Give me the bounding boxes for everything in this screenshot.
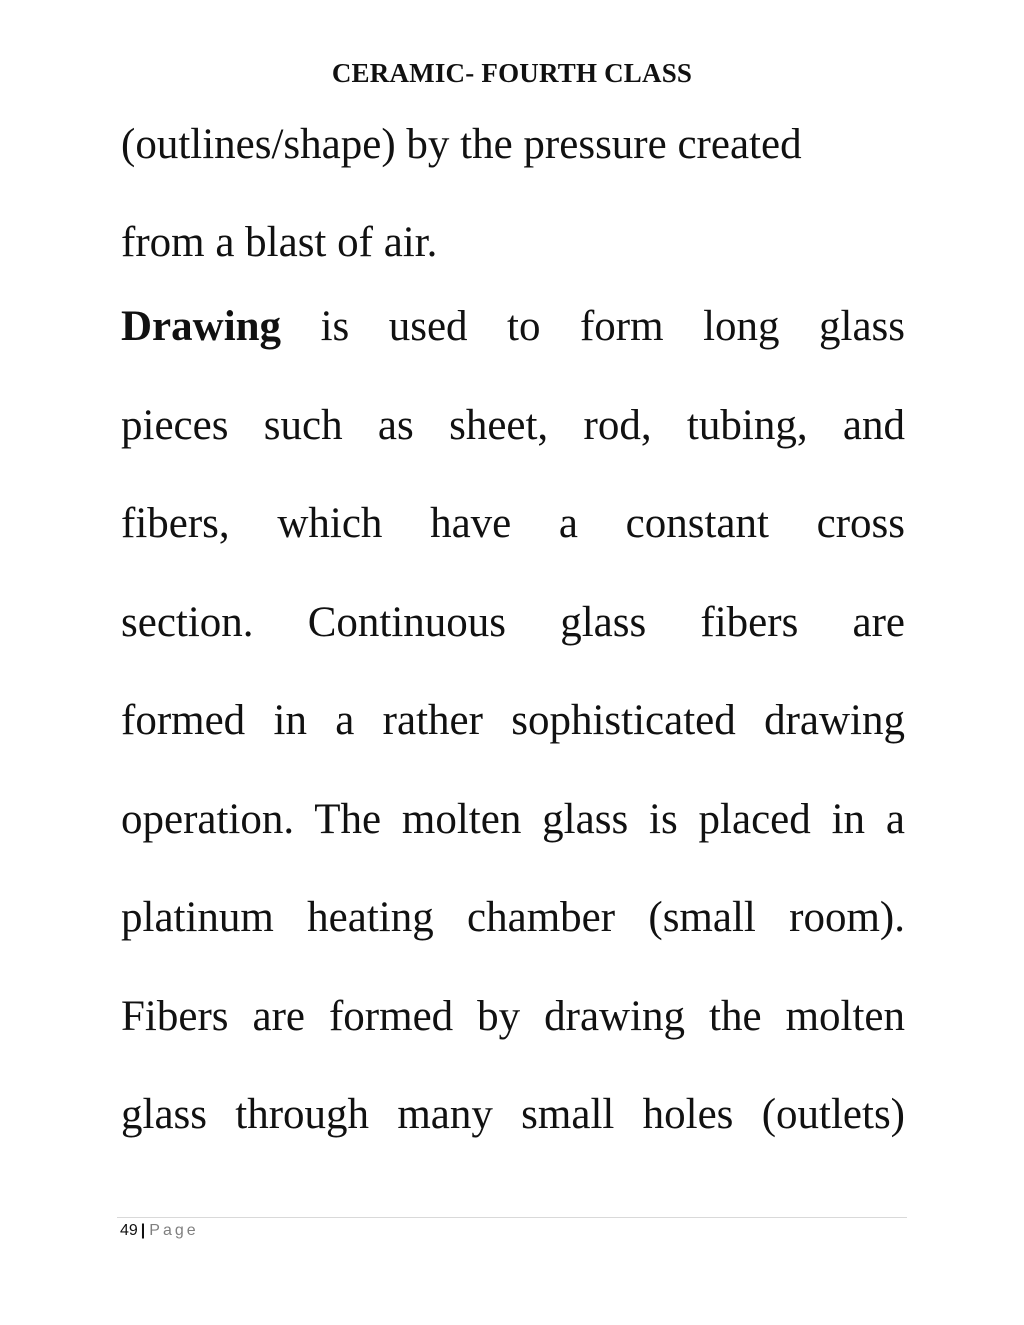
paragraph-line-text: is used to form long glass [320, 303, 906, 350]
footer-divider [117, 1217, 907, 1218]
paragraph-line: formed in a rather sophisticated drawing [121, 697, 905, 744]
paragraph-line: fibers, which have a constant cross [121, 500, 905, 547]
page-number: 49 [120, 1222, 138, 1239]
paragraph-line: operation. The molten glass is placed in a [121, 796, 905, 843]
paragraph-line: Fibers are formed by drawing the molten [121, 993, 905, 1040]
paragraph-line: platinum heating chamber (small room). [121, 894, 905, 941]
paragraph-line: pieces such as sheet, rod, tubing, and [121, 402, 905, 449]
paragraph-line: from a blast of air. [121, 219, 438, 266]
bold-term-drawing: Drawing [121, 303, 282, 350]
page-header-title: CERAMIC- FOURTH CLASS [331, 58, 693, 88]
paragraph-line: section. Continuous glass fibers are [121, 599, 905, 646]
page-label: Page [149, 1222, 199, 1239]
paragraph-line-with-term [121, 299, 905, 355]
footer-separator: | [140, 1222, 146, 1239]
paragraph-line: glass through many small holes (outlets) [121, 1091, 905, 1138]
page-footer [120, 1221, 199, 1241]
paragraph-line: (outlines/shape) by the pressure created [121, 121, 802, 168]
